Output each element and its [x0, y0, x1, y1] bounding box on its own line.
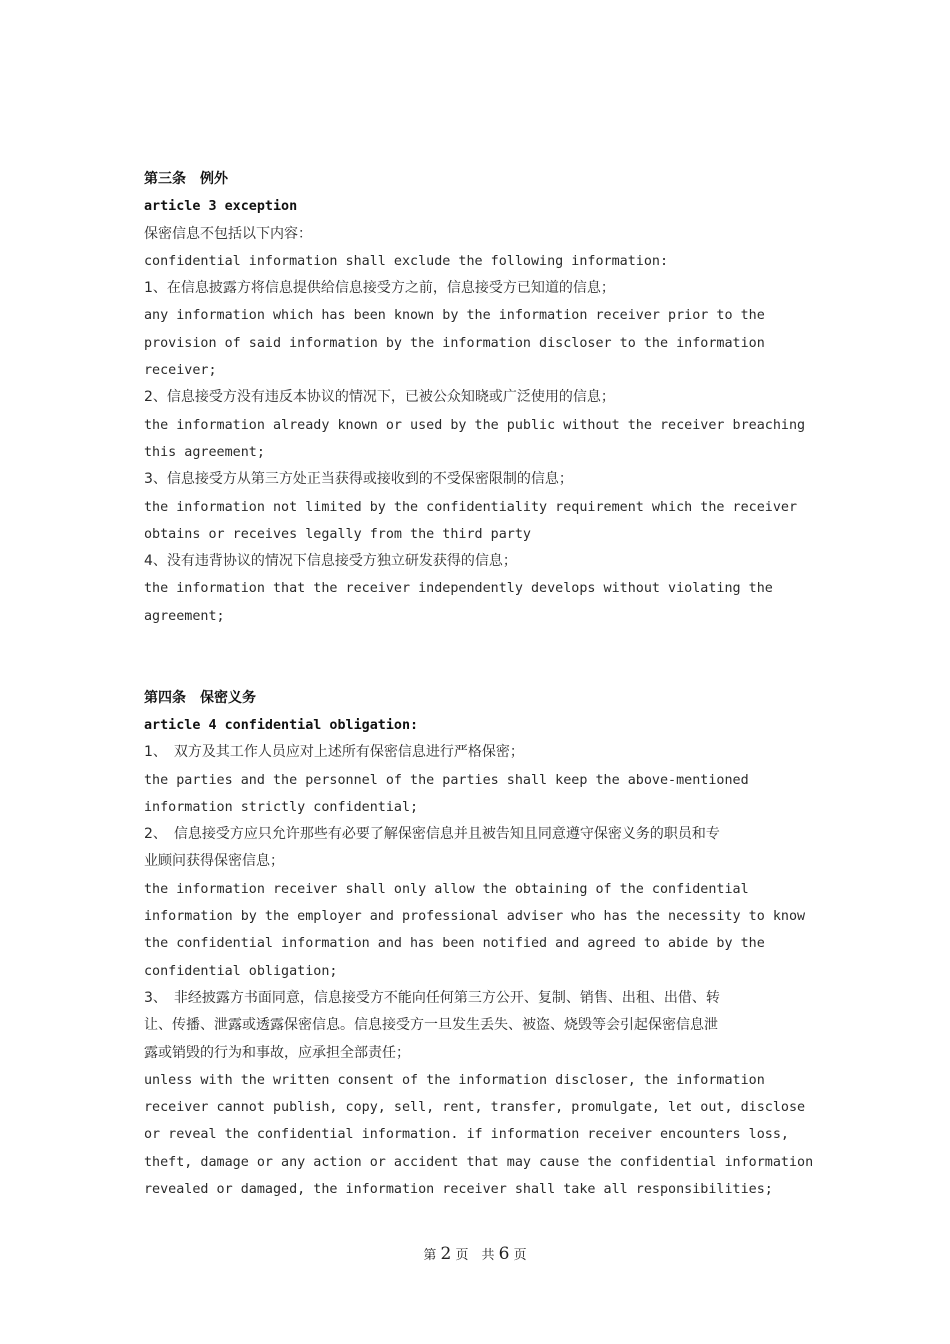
footer-suffix: 页 [513, 1248, 527, 1263]
article-4-item-1-en-line: the parties and the personnel of the parties shall keep the above-mentioned [144, 772, 749, 788]
article-3-intro-en: confidential information shall exclude the following information: [144, 253, 669, 269]
article-3-item-4-cn: 4、没有违背协议的情况下信息接受方独立研发获得的信息； [144, 553, 517, 570]
document-body [144, 166, 824, 1203]
article-4-heading-cn: 第四条 保密义务 [144, 689, 256, 706]
footer-prefix: 第 [423, 1248, 437, 1263]
current-page-number: 2 [440, 1244, 452, 1264]
article-4-item-2-en-line: information by the employer and professional adviser who has the necessity to know [144, 909, 806, 925]
article-4-item-3-cn-line: 3、 非经披露方书面同意，信息接受方不能向任何第三方公开、复制、销售、出租、出借、转 [144, 989, 720, 1006]
article-4-item-1-en-line: information strictly confidential; [144, 799, 419, 815]
article-4-item-3-en-line: theft, damage or any action or accident that may cause the confidential information [144, 1154, 814, 1170]
article-3-item-4-en-line: agreement; [144, 608, 225, 624]
article-3-intro-cn: 保密信息不包括以下内容： [144, 225, 312, 242]
article-4-item-3-en-line: revealed or damaged, the information receiver shall take all responsibilities; [144, 1181, 773, 1197]
page-footer [0, 1244, 950, 1264]
article-4-item-2-en-line: the confidential information and has been notified and agreed to abide by the [144, 936, 765, 952]
article-3-item-3-en-line: obtains or receives legally from the third party [144, 526, 531, 542]
article-4-item-3-en-line: receiver cannot publish, copy, sell, rent, transfer, promulgate, let out, disclose [144, 1100, 806, 1116]
article-4-item-3-en-line: or reveal the confidential information. if information receiver encounters loss, [144, 1127, 789, 1143]
article-4-item-2-cn-line: 业顾问获得保密信息； [144, 853, 284, 870]
article-3-item-2-en-line: the information already known or used by the public without the receiver breaching [144, 417, 806, 433]
article-4-item-3-en-line: unless with the written consent of the information discloser, the information [144, 1072, 765, 1088]
article-3-item-1-en-line: any information which has been known by the information receiver prior to the [144, 308, 765, 324]
article-4-item-3-cn-line: 露或销毁的行为和事故，应承担全部责任； [144, 1044, 410, 1061]
article-3-item-2-cn: 2、信息接受方没有违反本协议的情况下，已被公众知晓或广泛使用的信息； [144, 389, 615, 406]
section-spacer [144, 630, 824, 685]
article-3-item-1-en-line: receiver; [144, 363, 217, 379]
article-3-heading-cn: 第三条 例外 [144, 171, 228, 187]
article-3-item-3-en-line: the information not limited by the confidentiality requirement which the receiver [144, 499, 798, 515]
article-4-item-3-cn-line: 让、传播、泄露或透露保密信息。信息接受方一旦发生丢失、被盗、烧毁等会引起保密信息泄 [144, 1017, 718, 1034]
footer-middle: 页 共 [455, 1248, 495, 1263]
article-4-item-2-en-line: the information receiver shall only allow the obtaining of the confidential [144, 881, 749, 897]
article-4-item-2-en-line: confidential obligation; [144, 963, 338, 979]
article-3-item-1-en-line: provision of said information by the information discloser to the information [144, 335, 765, 351]
total-page-count: 6 [498, 1244, 510, 1264]
article-3-item-2-en-line: this agreement; [144, 444, 265, 460]
article-3-item-3-cn: 3、信息接受方从第三方处正当获得或接收到的不受保密限制的信息； [144, 471, 573, 488]
article-3-item-1-cn: 1、在信息披露方将信息提供给信息接受方之前，信息接受方已知道的信息； [144, 280, 615, 297]
article-4-heading-en: article 4 confidential obligation: [144, 717, 419, 733]
article-4-item-2-cn-line: 2、 信息接受方应只允许那些有必要了解保密信息并且被告知且同意遵守保密义务的职员和专 [144, 826, 720, 843]
article-4-item-1-cn: 1、 双方及其工作人员应对上述所有保密信息进行严格保密； [144, 744, 524, 761]
article-3-heading-en: article 3 exception [144, 199, 298, 215]
article-3-item-4-en-line: the information that the receiver independently develops without violating the [144, 581, 773, 597]
